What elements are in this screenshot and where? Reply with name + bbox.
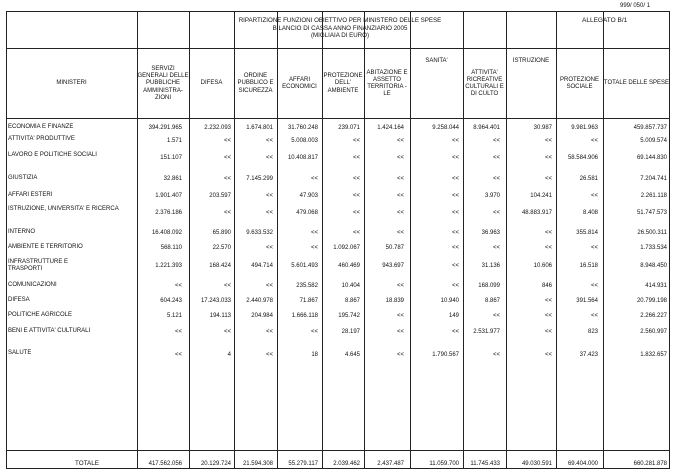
table-cell: 18.839 (385, 298, 404, 304)
row-label-attivita-produttive: ATTIVITA' PRODUTTIVE (8, 136, 75, 142)
table-cell: 10.940 (440, 298, 459, 304)
header-ordine-pubblico: ORDINE PUBBLICO E SICUREZZA (237, 73, 274, 94)
table-cell: 1.571 (166, 138, 182, 144)
table-cell: 69.144.830 (636, 155, 667, 161)
table-cell: 50.787 (385, 245, 404, 251)
table-cell: << (544, 245, 552, 251)
table-cell: << (396, 230, 404, 236)
row-label-interno: INTERNO (8, 229, 35, 235)
table-cell: 2.376.186 (155, 210, 182, 216)
table-cell: 2.440.978 (246, 298, 273, 304)
table-cell: 10.408.817 (287, 155, 318, 161)
table-cell: 58.584.906 (567, 155, 598, 161)
table-cell: 195.742 (338, 313, 360, 319)
table-cell: 2.266.227 (640, 313, 667, 319)
table-cell: 204.984 (251, 313, 273, 319)
table-cell: << (265, 138, 273, 144)
table-cell: << (310, 245, 318, 251)
row-label-salute: SALUTE (8, 350, 32, 356)
table-cell: 47.903 (299, 193, 318, 199)
table-cell: 1.733.534 (640, 245, 667, 251)
table-cell: 4.645 (344, 352, 360, 358)
table-cell: << (544, 155, 552, 161)
total-label: TOTALE (75, 460, 99, 467)
table-cell: 26.581 (579, 176, 598, 182)
table-cell: 48.883.917 (521, 210, 552, 216)
table-cell: 5.009.574 (640, 138, 667, 144)
table-cell: << (451, 193, 459, 199)
title-divider (6, 48, 670, 49)
table-cell: 460.469 (338, 263, 360, 269)
table-cell: << (310, 176, 318, 182)
row-label-beni-culturali: BENI E ATTIVITA' CULTURALI (8, 328, 91, 334)
header-protezione-sociale: PROTEZIONE SOCIALE (559, 76, 599, 90)
table-cell: << (396, 283, 404, 289)
table-cell: 1.790.567 (432, 352, 459, 358)
table-cell: 1.221.393 (155, 263, 182, 269)
table-cell: 31.760.248 (287, 125, 318, 131)
table-cell: 2.560.997 (640, 329, 667, 335)
table-cell: << (265, 283, 273, 289)
header-difesa: DIFESA (200, 80, 223, 87)
header-divider (6, 118, 670, 119)
table-cell: 394.291.965 (148, 125, 182, 131)
table-cell: 2.261.118 (640, 193, 667, 199)
table-cell: << (310, 329, 318, 335)
table-cell: << (396, 313, 404, 319)
table-cell: << (223, 329, 231, 335)
table-cell: << (352, 193, 360, 199)
table-cell: << (590, 313, 598, 319)
header-affari-economici: AFFARI ECONOMICI (282, 76, 317, 90)
table-cell: << (590, 138, 598, 144)
table-cell: << (352, 176, 360, 182)
table-cell: << (451, 155, 459, 161)
table-cell: 194.113 (209, 313, 231, 319)
total-cell: 49.030.591 (521, 461, 552, 467)
table-cell: << (544, 298, 552, 304)
table-cell: 494.714 (251, 263, 273, 269)
table-cell: << (492, 352, 500, 358)
table-cell: << (352, 210, 360, 216)
table-cell: << (492, 245, 500, 251)
header-sanita: SANITA' (425, 58, 448, 64)
table-cell: 168.424 (209, 263, 231, 269)
table-cell: << (451, 230, 459, 236)
table-cell: << (492, 155, 500, 161)
total-cell: 2.437.487 (377, 461, 404, 467)
table-cell: << (451, 283, 459, 289)
table-cell: << (265, 329, 273, 335)
row-label-ambiente: AMBIENTE E TERRITORIO (8, 244, 83, 250)
table-cell: 2.531.977 (473, 329, 500, 335)
table-cell: 149 (448, 313, 459, 319)
table-cell: << (451, 245, 459, 251)
table-cell: << (451, 263, 459, 269)
table-cell: 151.107 (160, 155, 182, 161)
header-servizi-generali: SERVIZI GENERALI DELLE PUBBLICHE AMMINISTRA- ZIONI (137, 65, 189, 101)
table-cell: 604.243 (160, 298, 182, 304)
table-cell: << (544, 138, 552, 144)
table-cell: 8.948.450 (640, 263, 667, 269)
table-cell: << (590, 245, 598, 251)
table-cell: << (451, 176, 459, 182)
row-label-affari-esteri: AFFARI ESTERI (8, 192, 53, 198)
table-cell: << (544, 313, 552, 319)
row-label-economia-finanze: ECONOMIA E FINANZE (8, 124, 74, 130)
table-cell: << (265, 245, 273, 251)
table-cell: << (451, 138, 459, 144)
table-cell: << (223, 155, 231, 161)
table-cell: 1.092.067 (333, 245, 360, 251)
table-cell: 355.814 (576, 230, 598, 236)
table-cell: << (223, 138, 231, 144)
table-cell: 71.867 (299, 298, 318, 304)
total-cell: 55.279.117 (288, 461, 318, 467)
table-cell: << (223, 210, 231, 216)
table-cell: 459.857.737 (633, 125, 667, 131)
table-cell: 31.136 (481, 263, 500, 269)
total-divider (6, 450, 670, 451)
table-cell: << (396, 193, 404, 199)
table-cell: << (265, 352, 273, 358)
row-label-politiche-agricole: POLITICHE AGRICOLE (8, 312, 73, 318)
total-cell: 21.594.308 (242, 461, 273, 467)
row-label-difesa: DIFESA (8, 297, 30, 303)
header-istruzione: ISTRUZIONE (512, 58, 550, 64)
table-cell: 20.799.198 (636, 298, 667, 304)
table-cell: 16.408.092 (151, 230, 182, 236)
table-cell: 5.121 (166, 313, 182, 319)
table-cell: 51.747.573 (636, 210, 667, 216)
title-line-2: BILANCIO DI CASSA ANNO FINANZIARIO 2005 (272, 24, 408, 32)
total-cell: 11.059.700 (429, 461, 459, 467)
table-cell: 8.408 (582, 210, 598, 216)
table-cell: << (451, 210, 459, 216)
table-cell: << (310, 230, 318, 236)
table-cell: 1.424.164 (377, 125, 404, 131)
row-label-lavoro: LAVORO E POLITICHE SOCIALI (8, 152, 97, 158)
table-cell: << (352, 138, 360, 144)
header-ministeri: MINISTERI (56, 80, 87, 87)
table-cell: 8.867 (484, 298, 500, 304)
table-cell: << (396, 210, 404, 216)
table-cell: 239.071 (338, 125, 360, 131)
total-cell: 660.281.878 (633, 461, 667, 467)
row-label-infrastrutture: INFRASTRUTTURE E TRASPORTI (8, 259, 68, 272)
total-cell: 20.129.724 (200, 461, 231, 467)
table-cell: 7.145.299 (246, 176, 273, 182)
table-cell: 414.931 (645, 283, 667, 289)
table-cell: << (544, 329, 552, 335)
table-cell: 26.500.311 (637, 230, 667, 236)
table-cell: 479.068 (296, 210, 318, 216)
table-cell: 8.867 (344, 298, 360, 304)
table-title (140, 17, 540, 40)
allegato-label: ALLEGATO B/1 (582, 17, 628, 24)
table-cell: << (544, 230, 552, 236)
table-cell: << (451, 329, 459, 335)
table-cell: 10.606 (533, 263, 552, 269)
table-cell: 1.901.407 (155, 193, 182, 199)
header-totale: TOTALE DELLE SPESE (603, 80, 670, 87)
total-cell: 11.745.433 (470, 461, 500, 467)
table-cell: << (265, 193, 273, 199)
header-attivita-ricreative: ATTIVITA' RICREATIVE CULTURALI E DI CULTO (465, 69, 504, 98)
table-cell: << (396, 155, 404, 161)
table-cell: 65.890 (212, 230, 231, 236)
table-cell: 568.110 (160, 245, 182, 251)
table-cell: << (352, 230, 360, 236)
table-cell: << (492, 210, 500, 216)
table-cell: 9.258.044 (432, 125, 459, 131)
table-cell: 2.232.093 (204, 125, 231, 131)
table-cell: << (492, 313, 500, 319)
table-cell: << (492, 138, 500, 144)
title-line-1: RIPARTIZIONE FUNZIONI OBIETTIVO PER MINISTERO DELLE SPESE (238, 17, 442, 24)
table-cell: 9.633.532 (246, 230, 273, 236)
table-cell: << (265, 210, 273, 216)
table-cell: 5.601.493 (291, 263, 318, 269)
table-cell: << (396, 329, 404, 335)
row-label-comunicazioni: COMUNICAZIONI (8, 282, 57, 288)
table-cell: << (174, 283, 182, 289)
table-cell: 9.981.963 (571, 125, 598, 131)
table-cell: << (396, 138, 404, 144)
table-cell: 4 (227, 352, 231, 358)
document-reference: 999/ 050/ 1 (620, 3, 651, 9)
table-cell: << (265, 155, 273, 161)
table-cell: 943.697 (382, 263, 404, 269)
table-cell: 1.674.801 (246, 125, 273, 131)
total-cell: 2.039.462 (333, 461, 360, 467)
title-line-3: (MIGLIAIA DI EURO) (310, 32, 370, 39)
table-cell: 8.964.401 (473, 125, 500, 131)
table-cell: 22.570 (212, 245, 231, 251)
table-cell: 391.564 (576, 298, 598, 304)
header-protezione-ambiente: PROTEZIONE DELL' AMBIENTE (323, 73, 363, 94)
row-label-giustizia: GIUSTIZIA (8, 175, 38, 181)
table-cell: 5.008.003 (291, 138, 318, 144)
table-cell: << (590, 193, 598, 199)
table-cell: << (223, 176, 231, 182)
table-cell: 3.970 (484, 193, 500, 199)
table-cell: 28.197 (341, 329, 360, 335)
total-cell: 417.562.056 (148, 461, 182, 467)
table-cell: 36.963 (481, 230, 500, 236)
table-cell: 30.987 (533, 125, 552, 131)
table-cell: 17.243.033 (200, 298, 231, 304)
table-cell: << (492, 176, 500, 182)
table-cell: 7.204.741 (640, 176, 667, 182)
table-cell: 1.832.657 (640, 352, 667, 358)
table-cell: << (544, 352, 552, 358)
table-cell: << (223, 283, 231, 289)
table-cell: 16.518 (579, 263, 598, 269)
table-cell: 1.666.118 (291, 313, 318, 319)
total-cell: 69.404.000 (567, 461, 598, 467)
table-cell: 168.099 (478, 283, 500, 289)
table-cell: 235.582 (296, 283, 318, 289)
table-cell: 846 (541, 283, 552, 289)
table-cell: 32.861 (163, 176, 182, 182)
table-cell: 18 (311, 352, 318, 358)
table-cell: << (544, 176, 552, 182)
table-cell: 10.404 (341, 283, 360, 289)
header-abitazione: ABITAZIONE E ASSETTO TERRITORIA -LE (366, 69, 408, 98)
table-cell: << (174, 329, 182, 335)
table-cell: 203.597 (209, 193, 231, 199)
table-cell: << (174, 352, 182, 358)
table-cell: << (590, 283, 598, 289)
table-cell: 37.423 (579, 352, 598, 358)
row-label-istruzione: ISTRUZIONE, UNIVERSITA' E RICERCA (8, 206, 119, 212)
table-cell: << (396, 352, 404, 358)
table-cell: << (352, 155, 360, 161)
table-cell: << (396, 176, 404, 182)
table-cell: 823 (587, 329, 598, 335)
table-cell: 104.241 (530, 193, 552, 199)
